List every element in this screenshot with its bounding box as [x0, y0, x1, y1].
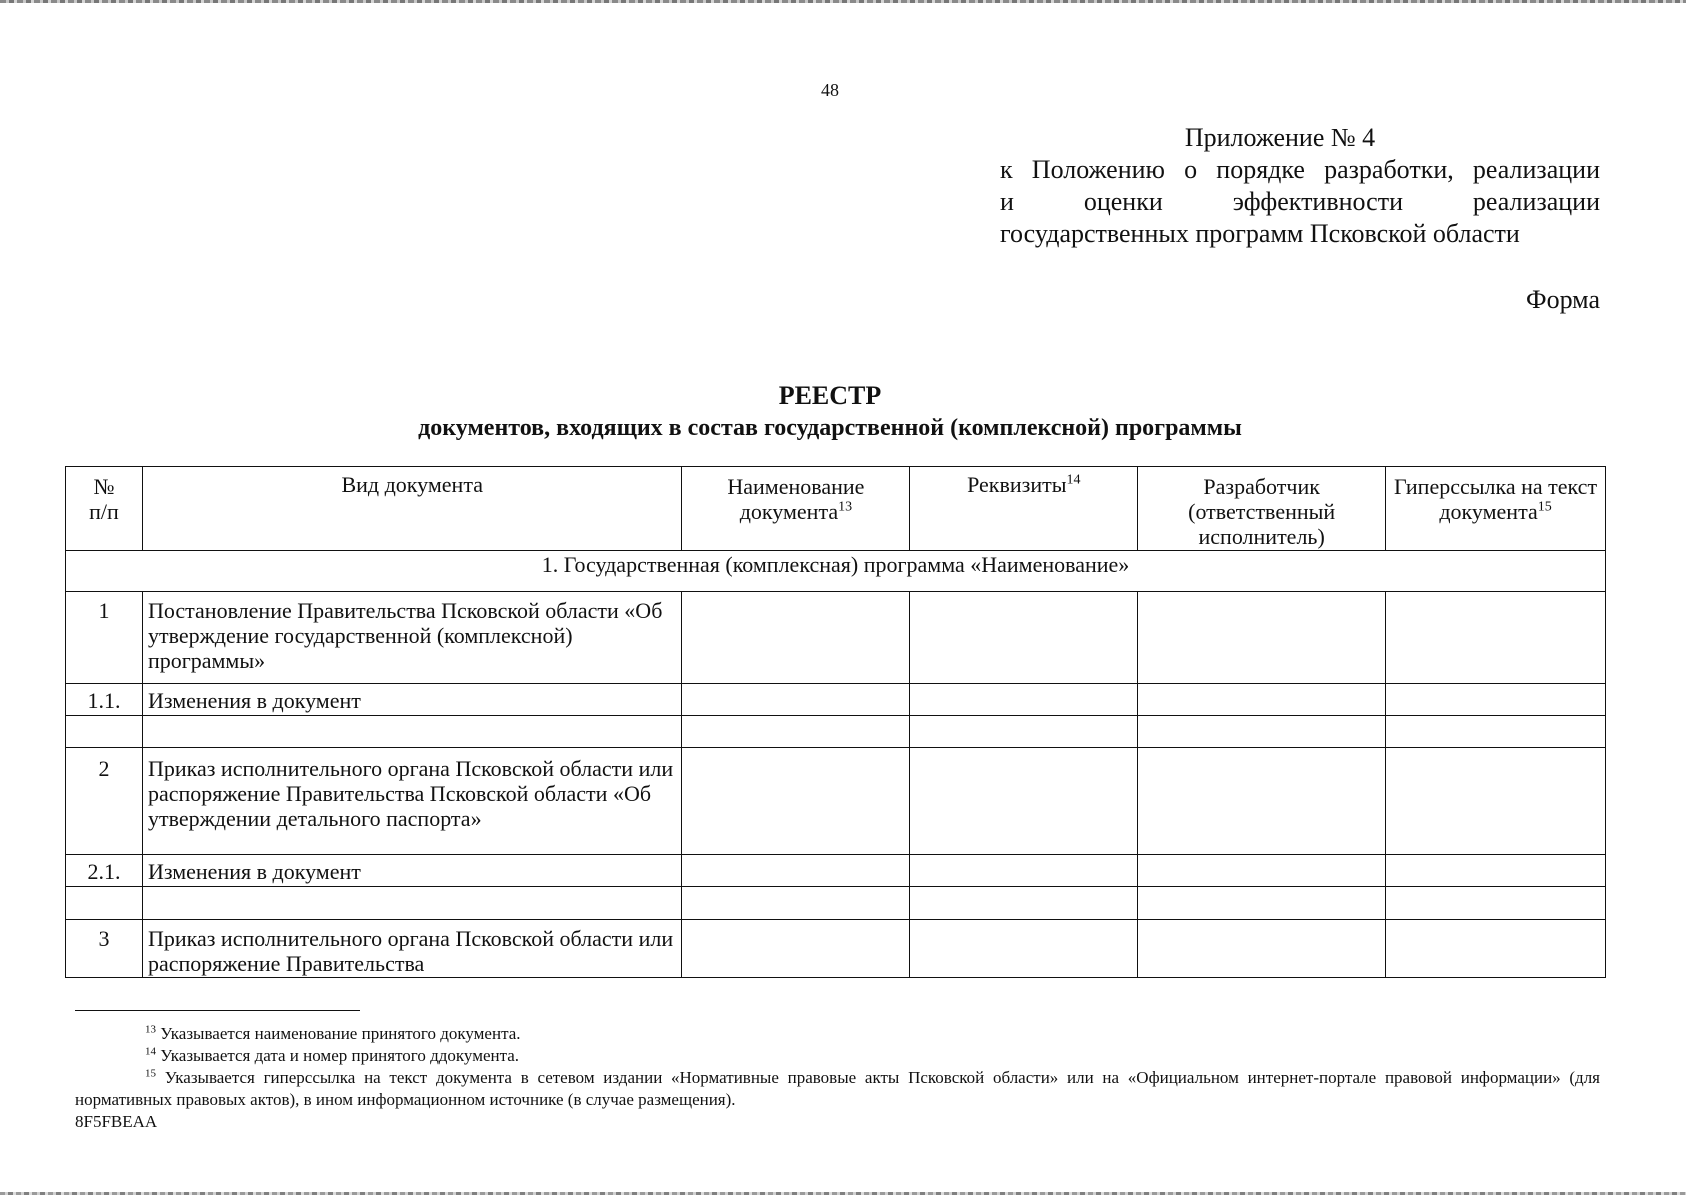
row-doc-type: Изменения в документ: [142, 684, 682, 716]
row-requisites: [910, 887, 1138, 920]
row-number: 2: [66, 748, 143, 855]
row-doc-name: [682, 855, 910, 887]
row-developer: [1138, 920, 1386, 978]
header-doc-type: [142, 467, 682, 551]
row-doc-name: [682, 887, 910, 920]
row-hyperlink: [1386, 716, 1606, 748]
row-requisites: [910, 592, 1138, 684]
header-doc-name: [682, 467, 910, 551]
row-doc-type: Изменения в документ: [142, 855, 682, 887]
table-row: [66, 684, 1606, 716]
row-developer: [1138, 748, 1386, 855]
page-number: 48: [821, 80, 839, 100]
footnote-14: [75, 1045, 1600, 1067]
row-requisites: [910, 748, 1138, 855]
header-doc-type-label: Вид документа: [341, 472, 483, 497]
header-doc-name-label: Наименование документа: [727, 474, 865, 524]
footnote-ref-13: 13: [838, 499, 853, 515]
header-hyperlink: [1386, 467, 1606, 551]
row-developer: [1138, 684, 1386, 716]
footnote-13: [75, 1023, 1600, 1045]
row-hyperlink: [1386, 592, 1606, 684]
row-number: [66, 716, 143, 748]
footnote-text: Указывается дата и номер принятого ддокумента.: [160, 1046, 520, 1065]
footnotes: [75, 1023, 1600, 1133]
row-number: 1.1.: [66, 684, 143, 716]
row-number: 3: [66, 920, 143, 978]
row-doc-type: [142, 716, 682, 748]
table-row: [66, 592, 1606, 684]
form-label: Форма: [1526, 285, 1600, 314]
registry-heading: [0, 380, 1660, 444]
table-row: [66, 748, 1606, 855]
row-hyperlink: [1386, 684, 1606, 716]
row-requisites: [910, 855, 1138, 887]
header-number-line-1: №: [93, 474, 115, 499]
row-doc-type: Приказ исполнительного органа Псковской области или распоряжение Правительства: [142, 920, 682, 978]
header-developer-label: Разработчик (ответственный исполнитель): [1188, 474, 1336, 549]
appendix-line-3: государственных программ Псковской области: [1000, 219, 1520, 248]
row-hyperlink: [1386, 920, 1606, 978]
footnote-divider: [75, 1010, 360, 1011]
row-developer: [1138, 855, 1386, 887]
footnote-number: 15: [145, 1067, 156, 1080]
row-requisites: [910, 684, 1138, 716]
footnote-15: [75, 1067, 1600, 1111]
row-doc-type: [142, 887, 682, 920]
appendix-title: Приложение № 4: [1184, 123, 1376, 152]
row-number: 1: [66, 592, 143, 684]
row-number: [66, 887, 143, 920]
footnote-number: 14: [145, 1045, 156, 1058]
header-requisites: [910, 467, 1138, 551]
table-row-empty: [66, 716, 1606, 748]
header-number: [66, 467, 143, 551]
registry-subtitle: документов, входящих в состав государственной (комплексной) программы: [418, 415, 1242, 441]
header-developer: [1138, 467, 1386, 551]
header-hyperlink-label: Гиперссылка на текст документа: [1394, 474, 1598, 524]
scan-edge-top: [0, 0, 1686, 3]
row-requisites: [910, 920, 1138, 978]
table-row: [66, 920, 1606, 978]
appendix-line-2: и оценки эффективности реализации: [1000, 187, 1600, 216]
table-row-empty: [66, 887, 1606, 920]
row-doc-name: [682, 748, 910, 855]
section-row: [66, 551, 1606, 592]
row-doc-type: Приказ исполнительного органа Псковской области или распоряжение Правительства Псковской области «Об утверждении детального паспорта»: [142, 748, 682, 855]
document-code: 8F5FBEAA: [75, 1112, 158, 1131]
row-developer: [1138, 887, 1386, 920]
section-title: 1. Государственная (комплексная) программа «Наименование»: [66, 551, 1606, 592]
row-hyperlink: [1386, 748, 1606, 855]
footnote-ref-14: 14: [1066, 472, 1081, 488]
header-number-line-2: п/п: [89, 499, 119, 524]
registry-title: РЕЕСТР: [778, 381, 882, 410]
row-developer: [1138, 716, 1386, 748]
footnote-text: Указывается наименование принятого документа.: [160, 1024, 521, 1043]
footnote-ref-15: 15: [1537, 499, 1552, 515]
row-doc-name: [682, 592, 910, 684]
row-hyperlink: [1386, 887, 1606, 920]
footnote-number: 13: [145, 1023, 156, 1036]
row-developer: [1138, 592, 1386, 684]
registry-table: [65, 466, 1606, 978]
appendix-block: [1000, 122, 1600, 250]
header-requisites-label: Реквизиты: [967, 472, 1067, 497]
row-doc-type: Постановление Правительства Псковской области «Об утверждение государственной (комплексной) программы»: [142, 592, 682, 684]
table-row: [66, 855, 1606, 887]
scan-edge-bottom: [0, 1192, 1686, 1195]
table-header-row: [66, 467, 1606, 551]
row-hyperlink: [1386, 855, 1606, 887]
row-doc-name: [682, 716, 910, 748]
appendix-line-1: к Положению о порядке разработки, реализации: [1000, 155, 1600, 184]
footnote-text: Указывается гиперссылка на текст документа в сетевом издании «Нормативные правовые акты Псковской области» или на «Официальном интернет-портале правовой информации» (для нормативных правовых актов), в ином информационном источнике (в случае размещения).: [75, 1068, 1601, 1109]
row-doc-name: [682, 920, 910, 978]
row-doc-name: [682, 684, 910, 716]
row-number: 2.1.: [66, 855, 143, 887]
row-requisites: [910, 716, 1138, 748]
